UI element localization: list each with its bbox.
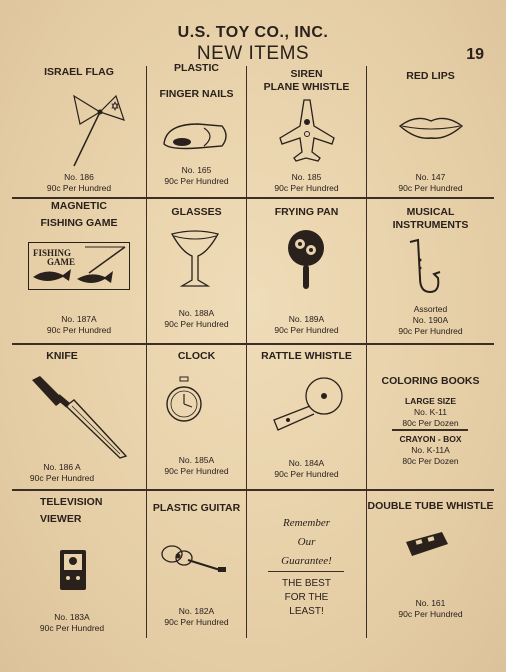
- fishing-game-box: [28, 242, 130, 290]
- knife-details: [12, 462, 112, 484]
- item-red-lips: [367, 70, 494, 83]
- item-plastic-guitar: [147, 502, 246, 515]
- item-number: No. 186 A: [43, 462, 81, 472]
- item-price: 90c Per Hundred: [46, 183, 112, 193]
- item-title: PLASTIC GUITAR: [152, 502, 241, 514]
- item-title: RED LIPS: [406, 70, 455, 82]
- best-line2: FOR THE: [284, 592, 329, 603]
- item-number: No. 187A: [61, 314, 97, 324]
- siren-whistle-details: [247, 172, 366, 194]
- item-price: 90c Per Hundred: [274, 183, 339, 193]
- guitar-illustration: [158, 536, 228, 576]
- item-siren-whistle: [247, 68, 366, 94]
- item-price: 90c Per Hundred: [164, 319, 229, 329]
- item-number: No. 185A: [178, 455, 215, 465]
- saxophone-illustration: [404, 238, 444, 298]
- item-price: 90c Per Hundred: [164, 176, 229, 186]
- best-line1: THE BEST: [282, 578, 331, 589]
- item-title-line2: INSTRUMENTS: [392, 219, 469, 231]
- item-number: No. 165: [181, 165, 212, 175]
- item-title: GLASSES: [171, 206, 222, 218]
- israel-flag-details: [12, 172, 146, 194]
- column-divider-3: [366, 66, 367, 638]
- item-title-line1: PLASTIC: [174, 62, 219, 74]
- red-lips-details: [367, 172, 494, 194]
- page-number: 19: [466, 46, 484, 63]
- item-finger-nails: [147, 62, 246, 101]
- row-divider-3: [12, 489, 494, 491]
- large-size-price: 80c Per Dozen: [402, 418, 459, 428]
- israel-flag-illustration: [60, 90, 130, 170]
- fishing-game-details: [12, 314, 146, 336]
- item-price: 90c Per Hundred: [274, 469, 339, 479]
- crayon-box: [367, 434, 494, 467]
- best-line3: LEAST!: [289, 606, 324, 617]
- crayon-box-price: 80c Per Dozen: [402, 456, 459, 466]
- item-price: 90c Per Hundred: [274, 325, 339, 335]
- item-number: No. 188A: [178, 308, 215, 318]
- item-tv-viewer: [12, 496, 124, 526]
- item-price: 90c Per Hundred: [398, 326, 463, 336]
- plane-whistle-illustration: [276, 98, 336, 162]
- large-size-number: No. K-11: [414, 407, 447, 417]
- box-label-line1: FISHING: [33, 248, 72, 258]
- item-number: No. 161: [415, 598, 446, 608]
- item-number: No. 186: [64, 172, 94, 182]
- row-divider-1: [12, 197, 494, 199]
- guarantee-divider: [268, 571, 344, 572]
- company-name: U.S. TOY CO., INC.: [177, 24, 329, 41]
- guarantee-box: [247, 514, 366, 571]
- item-israel-flag: [12, 66, 146, 79]
- large-size-label: LARGE SIZE: [404, 396, 456, 406]
- rattle-whistle-illustration: [268, 376, 348, 432]
- item-glasses: [147, 206, 246, 219]
- guarantee-line3: Guarantee!: [281, 555, 332, 567]
- item-price: 90c Per Hundred: [29, 473, 95, 483]
- item-coloring-books: [367, 375, 494, 429]
- item-number: No. 147: [415, 172, 446, 182]
- item-title-line1: TELEVISION: [40, 496, 103, 508]
- item-number: No. 184A: [288, 458, 325, 468]
- item-price: 90c Per Hundred: [164, 466, 229, 476]
- guarantee-line1: Remember: [282, 517, 331, 529]
- double-whistle-details: [367, 598, 494, 620]
- item-price: 90c Per Hundred: [164, 617, 229, 627]
- glasses-details: [147, 308, 246, 330]
- item-title-line1: MAGNETIC: [51, 200, 107, 212]
- item-price: 90c Per Hundred: [46, 325, 112, 335]
- item-knife: [12, 350, 112, 363]
- finger-nails-details: [147, 165, 246, 187]
- item-title: KNIFE: [46, 350, 78, 362]
- row-divider-2: [12, 343, 494, 345]
- item-title: FRYING PAN: [274, 206, 339, 218]
- item-double-whistle: [367, 500, 494, 513]
- tv-viewer-details: [12, 612, 132, 634]
- page-subtitle: NEW ITEMS: [196, 43, 310, 64]
- item-title: RATTLE WHISTLE: [261, 350, 352, 362]
- frying-pan-illustration: [284, 228, 328, 292]
- musical-instruments-details: [367, 304, 494, 337]
- item-title: COLORING BOOKS: [381, 375, 480, 387]
- clock-illustration: [164, 376, 204, 426]
- item-fishing-game: [12, 200, 146, 230]
- guarantee-line2: Our: [297, 536, 316, 548]
- fish-icon: [29, 243, 129, 289]
- item-number: No. 185: [291, 172, 322, 182]
- item-musical-instruments: [367, 206, 494, 232]
- item-title-line2: FINGER NAILS: [159, 88, 234, 100]
- tv-viewer-illustration: [58, 548, 88, 592]
- box-label-line2: GAME: [47, 257, 75, 267]
- double-whistle-illustration: [402, 530, 452, 558]
- finger-nails-illustration: [160, 118, 232, 154]
- item-title-line2: PLANE WHISTLE: [263, 81, 350, 93]
- item-frying-pan: [247, 206, 366, 219]
- item-title-line2: FISHING GAME: [40, 217, 118, 229]
- rattle-whistle-details: [247, 458, 366, 480]
- knife-illustration: [30, 374, 130, 462]
- item-price: 90c Per Hundred: [39, 623, 105, 633]
- item-rattle-whistle: [247, 350, 366, 363]
- frying-pan-details: [247, 314, 366, 336]
- clock-details: [147, 455, 246, 477]
- crayon-box-number: No. K-11A: [411, 445, 450, 455]
- item-title-line1: MUSICAL: [406, 206, 455, 218]
- item-number: No. 182A: [178, 606, 215, 616]
- plastic-guitar-details: [147, 606, 246, 628]
- item-number: No. 190A: [412, 315, 449, 325]
- item-assorted: Assorted: [413, 304, 448, 314]
- item-title: ISRAEL FLAG: [44, 66, 114, 78]
- item-title-line2: VIEWER: [40, 513, 82, 525]
- item-title-line1: SIREN: [290, 68, 323, 80]
- coloring-books-divider: [392, 429, 468, 431]
- item-price: 90c Per Hundred: [398, 183, 463, 193]
- martini-glass-illustration: [168, 228, 222, 290]
- item-title: CLOCK: [177, 350, 216, 362]
- best-for-least: [247, 577, 366, 619]
- crayon-box-label: CRAYON - BOX: [399, 434, 462, 444]
- red-lips-illustration: [398, 112, 464, 142]
- item-number: No. 183A: [54, 612, 90, 622]
- item-clock: [147, 350, 246, 363]
- item-title: DOUBLE TUBE WHISTLE: [367, 500, 494, 512]
- item-price: 90c Per Hundred: [398, 609, 463, 619]
- page-header: [0, 24, 506, 65]
- item-number: No. 189A: [288, 314, 325, 324]
